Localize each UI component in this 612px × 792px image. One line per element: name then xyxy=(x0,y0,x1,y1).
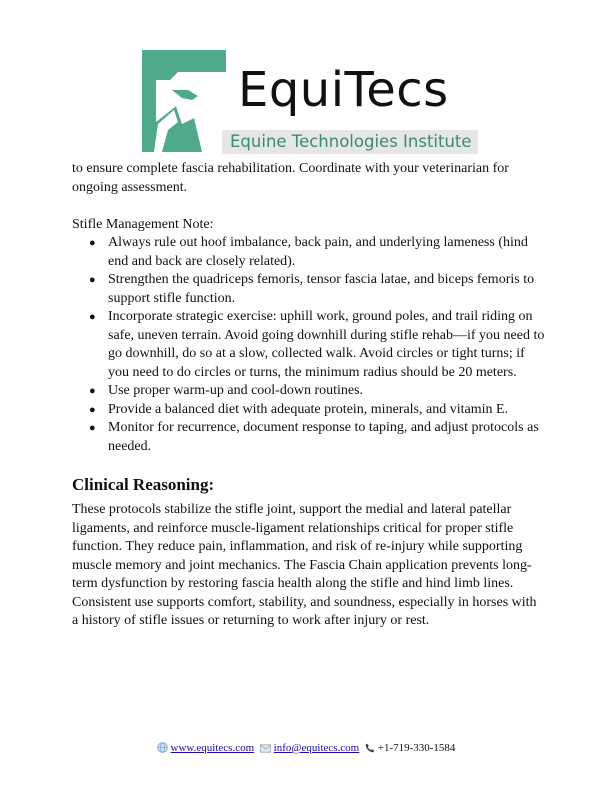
website-link[interactable]: www.equitecs.com xyxy=(170,742,255,754)
clinical-reasoning-heading: Clinical Reasoning: xyxy=(72,475,215,494)
bullet-icon: ● xyxy=(89,422,96,434)
list-item xyxy=(89,271,546,308)
list-item xyxy=(89,308,546,382)
horse-head-e-logo-icon xyxy=(142,50,226,152)
list-item xyxy=(89,401,546,420)
phone-number: +1-719-330-1584 xyxy=(377,742,456,754)
globe-icon xyxy=(157,742,168,753)
clinical-reasoning-paragraph: These protocols stabilize the stifle joint, support the medial and lateral patellar ligaments, and reinforce muscle-ligament relationships critical for proper stifle function. They reduce pain, inflammation, and risk of re-injury while supporting muscle memory and joint mechanics. The Fascia Chain application prevents long-term dysfunction by restoring fascia health along the stifle and hind limb lines. Consistent use supports comfort, stability, and soundness, especially in horses with a history of stifle issues or returning to work after injury or rest. xyxy=(72,502,537,628)
email-link[interactable]: info@equitecs.com xyxy=(273,742,360,754)
list-item xyxy=(89,419,546,456)
footer-contact xyxy=(0,741,612,755)
logo-tagline: Equine Technologies Institute xyxy=(230,132,472,151)
logo-wordmark: EquiTecs xyxy=(238,62,449,118)
document-body xyxy=(72,160,546,631)
list-item-text: Use proper warm-up and cool-down routines. xyxy=(108,383,364,398)
list-item-text: Monitor for recurrence, document response to taping, and adjust protocols as needed. xyxy=(108,420,539,454)
list-item-text: Strengthen the quadriceps femoris, tensor fascia latae, and biceps femoris to support stifle function. xyxy=(108,272,535,306)
bullet-icon: ● xyxy=(89,311,96,323)
list-item-text: Provide a balanced diet with adequate protein, minerals, and vitamin E. xyxy=(108,401,509,417)
intro-paragraph: to ensure complete fascia rehabilitation. Coordinate with your veterinarian for ongoing assessment. xyxy=(72,161,509,195)
bullet-icon: ● xyxy=(89,237,96,249)
email-icon xyxy=(260,744,271,753)
bullet-icon: ● xyxy=(89,403,96,416)
note-title: Stifle Management Note: xyxy=(72,216,214,232)
bullet-icon: ● xyxy=(89,274,96,286)
phone-icon xyxy=(365,743,375,753)
logo-tagline-bar xyxy=(222,130,478,154)
list-item-text: Always rule out hoof imbalance, back pain, and underlying lameness (hind end and back are closely related). xyxy=(108,235,528,269)
stifle-notes-list xyxy=(72,234,546,456)
bullet-icon: ● xyxy=(89,385,96,397)
equitecs-logo xyxy=(142,50,482,155)
list-item-text: Incorporate strategic exercise: uphill work, ground poles, and trail riding on safe, uneven terrain. Avoid going downhill during stifle rehab—if you need to go downhill, do so at a slow, collected walk. Avoid circles or tight turns; if you need to do circles or turns, the minimum radius should be 20 meters. xyxy=(108,309,545,380)
list-item xyxy=(89,234,546,271)
list-item xyxy=(89,382,546,401)
